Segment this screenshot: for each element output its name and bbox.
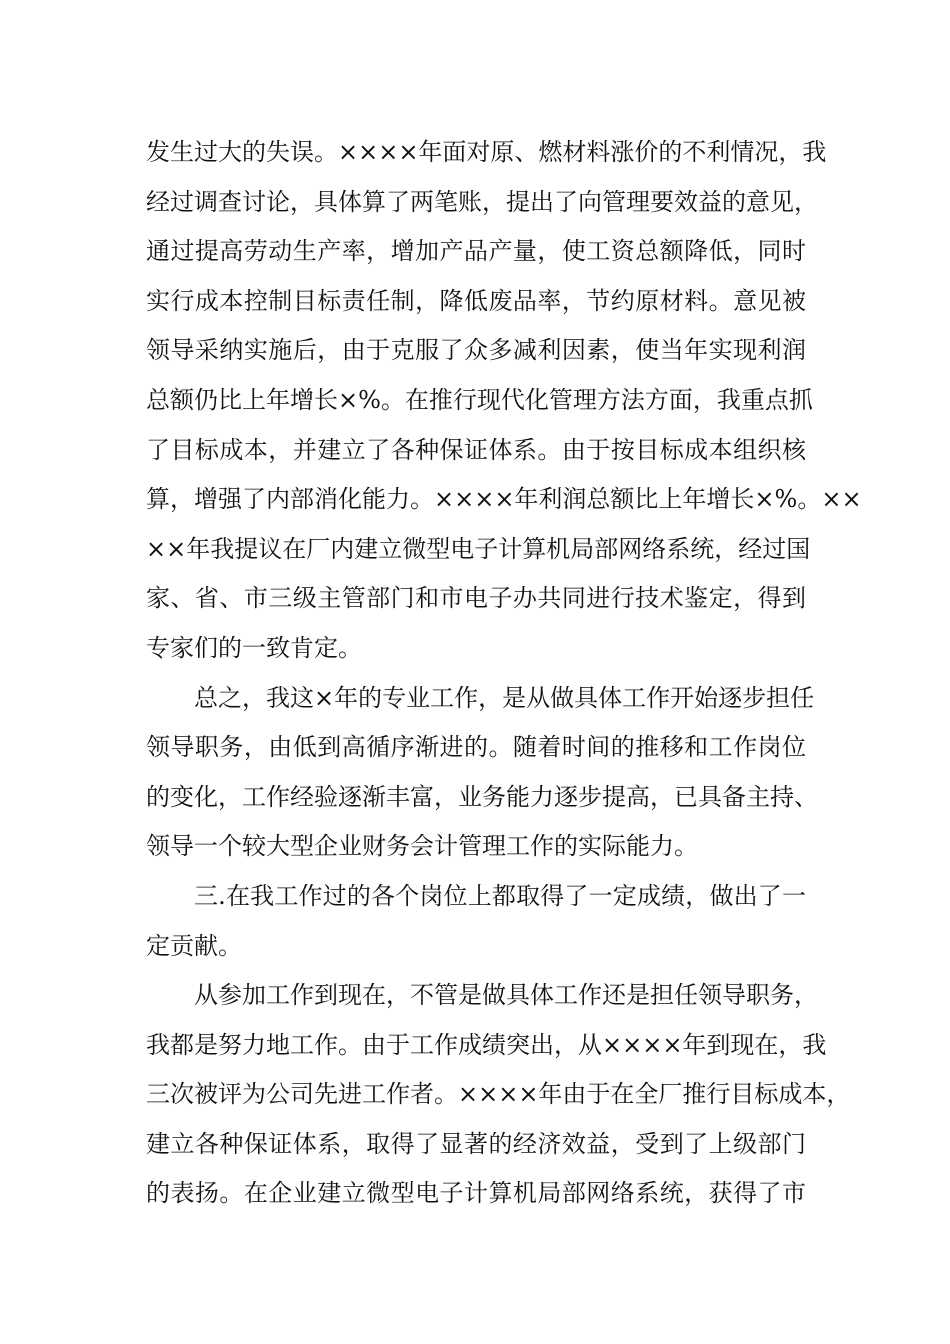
paragraph-4 [146,971,851,1219]
text-line: 总之，我这×年的专业工作，是从做具体工作开始逐步担任 [194,683,815,712]
text-line: 领导一个较大型企业财务会计管理工作的实际能力。 [146,832,698,861]
text-line: 的表扬。在企业建立微型电子计算机局部网络系统，获得了市 [146,1179,806,1208]
text-line: 家、省、市三级主管部门和市电子办共同进行技术鉴定，得到 [146,584,806,613]
text-line: 定贡献。 [146,931,242,960]
text-line: 算，增强了内部消化能力。××××年利润总额比上年增长×%。×× [146,485,862,514]
text-line: 通过提高劳动生产率，增加产品产量，使工资总额降低，同时 [146,237,806,266]
text-line: 发生过大的失误。××××年面对原、燃材料涨价的不利情况，我 [146,138,827,166]
text-line: 领导采纳实施后，由于克服了众多减利因素，使当年实现利润 [146,336,806,365]
text-line: 了目标成本，并建立了各种保证体系。由于按目标成本组织核 [146,435,806,464]
text-line: 经过调查讨论，具体算了两笔账，提出了向管理要效益的意见， [146,187,818,216]
paragraph-2 [146,674,818,872]
text-line: 我都是努力地工作。由于工作成绩突出，从××××年到现在，我 [146,1030,827,1059]
text-line: 领导职务，由低到高循序渐进的。随着时间的推移和工作岗位 [146,733,806,762]
text-line: 专家们的一致肯定。 [146,633,362,662]
paragraph-3 [146,872,806,971]
text-line: 从参加工作到现在，不管是做具体工作还是担任领导职务， [194,981,818,1010]
text-line: 的变化，工作经验逐渐丰富，业务能力逐步提高，已具备主持、 [146,782,818,811]
text-line: 总额仍比上年增长×%。在推行现代化管理方法方面，我重点抓 [146,385,813,414]
paragraph-1 [146,128,862,674]
text-line: ××年我提议在厂内建立微型电子计算机局部网络系统，经过国 [146,534,811,563]
text-line: 三.在我工作过的各个岗位上都取得了一定成绩，做出了一 [194,881,806,910]
document-body [146,128,862,1219]
text-line: 实行成本控制目标责任制，降低废品率，节约原材料。意见被 [146,286,806,315]
text-line: 三次被评为公司先进工作者。××××年由于在全厂推行目标成本， [146,1080,851,1109]
text-line: 建立各种保证体系，取得了显著的经济效益，受到了上级部门 [146,1129,806,1158]
